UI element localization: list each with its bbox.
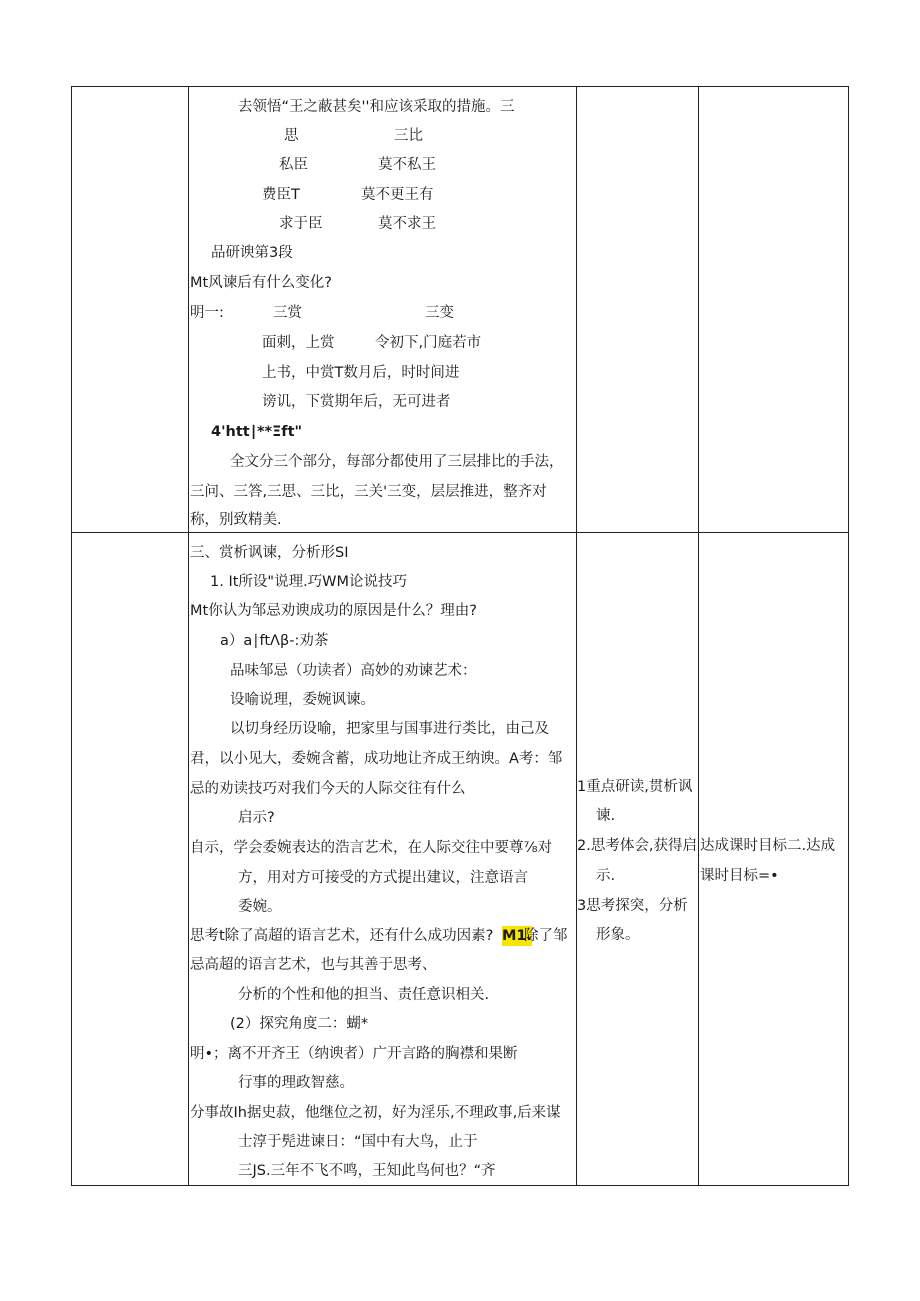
text-line: 面刺，上赏	[262, 335, 335, 351]
table-row	[72, 87, 848, 533]
text-line: 品研谀第3段	[211, 245, 293, 261]
text-line: 明•；离不开齐王（纳谀者）广开言路的胸襟和果断	[190, 1046, 518, 1062]
highlighted-mark: M1.	[502, 928, 533, 944]
step-text: 形象。	[596, 927, 640, 943]
column-divider	[576, 87, 577, 532]
column-divider	[698, 533, 699, 1185]
text-line: 君，以小见大，委婉含蓄，成功地让齐成王纳谀。A考：邹	[190, 751, 563, 767]
step-text: 1重点研读,贯析讽	[577, 779, 693, 795]
text-line: 思	[284, 128, 299, 144]
text-line: 称，别致精美.	[190, 512, 282, 528]
text-line: 启示?	[238, 810, 275, 826]
text-line: 莫不私王	[378, 157, 436, 173]
text-line: 求于臣	[279, 216, 323, 232]
text-line: 上书，中赏T数月后，时时间进	[262, 365, 460, 381]
text-line: Mt风谏后有什么变化?	[190, 275, 332, 291]
column-divider	[576, 533, 577, 1185]
column-divider	[188, 87, 189, 532]
text-line: 1. It所设"说理.巧WM论说技巧	[210, 574, 408, 590]
step-text: 谏.	[596, 808, 616, 824]
text-line: 谤讥，下赏期年后，无可进者	[262, 394, 451, 410]
text-line: 三比	[394, 128, 423, 144]
text-line: 去领悟“王之蔽甚矣''和应该采取的措施。三	[238, 99, 515, 115]
text-line: 委婉。	[238, 899, 282, 915]
text-line: 明一:	[190, 305, 224, 321]
goal-text: 课时目标=•	[700, 868, 779, 884]
text-line: Mt你认为邹忌劝谀成功的原因是什么？理由?	[190, 603, 477, 619]
text-line: 三赏	[273, 305, 302, 321]
text-line: (2）探究角度二：蝴*	[230, 1016, 369, 1032]
table-row	[72, 533, 848, 1185]
text-line: 以切身经历设喻，把家里与国事进行类比，由己及	[230, 721, 549, 737]
text-line: 分析的个性和他的担当、责任意识相关.	[238, 987, 490, 1003]
text-line: 方，用对方可接受的方式提出建议，注意语言	[238, 870, 528, 886]
text-line: 费臣T	[262, 187, 300, 203]
goal-text: 达成课时目标二.达成	[700, 838, 836, 854]
step-text: 2.思考体会,获得启	[577, 838, 697, 854]
text-line: 设喻说理，委婉讽谏。	[230, 692, 375, 708]
text-line: 自示，学会委婉表达的浩言艺术，在人际交往中要尊⅞对	[190, 840, 553, 856]
text-line: 忌的劝读技巧对我们今天的人际交往有什么	[190, 781, 466, 797]
text-line: 思考t除了高超的语言艺术，还有什么成功因素?	[190, 928, 494, 944]
text-line: 分事故Ih据史菽，他继位之初，好为淫乐,不理政事,后来谋	[190, 1105, 561, 1121]
text-line: 三问、三答,三思、三比，三关'三变，层层推进，整齐对	[190, 484, 547, 500]
column-divider	[698, 87, 699, 532]
text-line: 行事的理政智慈。	[238, 1075, 354, 1091]
text-line: 三变	[425, 305, 454, 321]
text-line: 忌高超的语言艺术，也与其善于思考、	[190, 957, 437, 973]
column-divider	[188, 533, 189, 1185]
text-line: 4'htt∣**Ξft"	[211, 424, 303, 440]
step-text: 3思考探突，分析	[577, 898, 688, 914]
text-line: a）a∣ftΛβ-:劝茶	[220, 633, 329, 649]
text-line: 全文分三个部分，每部分都使用了三层排比的手法，	[230, 454, 564, 470]
text-line: 三、赏析讽谏，分析形SI	[190, 545, 349, 561]
text-line: 三JS.三年不飞不鸣，王知此鸟何也？“齐	[238, 1163, 496, 1179]
text-line: 莫不求王	[378, 216, 436, 232]
text-line: 莫不更王有	[361, 187, 434, 203]
text-line: 除了邹	[524, 928, 568, 944]
text-line: 令初下,门庭若市	[375, 335, 482, 351]
text-line: 私臣	[279, 157, 308, 173]
text-line: 士淳于髡进谏日：“国中有大鸟，止于	[238, 1134, 478, 1150]
lesson-plan-table	[71, 86, 849, 1186]
step-text: 示.	[596, 868, 616, 884]
text-line: 品味邹忌（功读者）高妙的劝谏艺术：	[230, 663, 477, 679]
